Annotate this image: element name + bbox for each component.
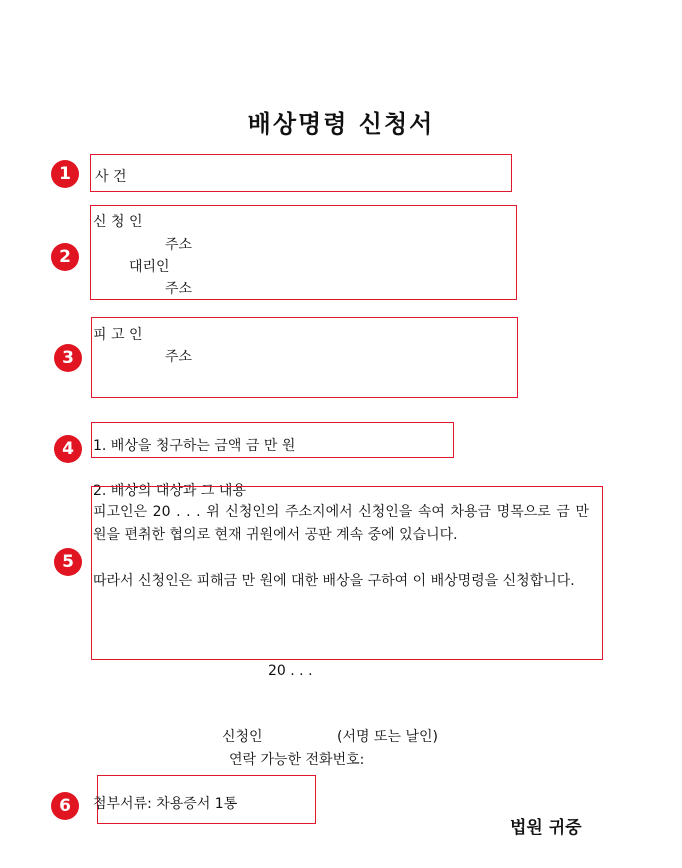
badge-6: 6 bbox=[51, 792, 79, 820]
claim-paragraph-1: 피고인은 20 . . . 위 신청인의 주소지에서 신청인을 속여 차용금 명목으로 금 만 원을 편취한 협의로 현재 귀원에서 공판 계속 중에 있습니다. bbox=[93, 504, 589, 543]
agent-address-label: 주소 bbox=[165, 281, 193, 297]
badge-1: 1 bbox=[51, 160, 79, 188]
signature-seal-label: (서명 또는 날인) bbox=[337, 729, 438, 745]
agent-label: 대리인 bbox=[129, 259, 170, 275]
attachments-text: 첨부서류: 차용증서 1통 bbox=[93, 796, 238, 812]
claim-content-heading: 2. 배상의 대상과 그 내용 bbox=[93, 483, 246, 499]
claim-amount-text: 1. 배상을 청구하는 금액 금 만 원 bbox=[93, 438, 296, 454]
highlight-applicant bbox=[90, 205, 517, 300]
applicant-address-label: 주소 bbox=[165, 237, 193, 253]
phone-label: 연락 가능한 전화번호: bbox=[229, 752, 365, 768]
badge-4: 4 bbox=[54, 435, 82, 463]
highlight-defendant bbox=[91, 317, 518, 398]
defendant-address-label: 주소 bbox=[165, 349, 193, 365]
defendant-label: 피 고 인 bbox=[93, 327, 143, 343]
signature-applicant-label: 신청인 bbox=[222, 729, 263, 745]
date-line: 20 . . . bbox=[268, 663, 313, 679]
claim-paragraph-2: 따라서 신청인은 피해금 만 원에 대한 배상을 구하여 이 배상명령을 신청합니다. bbox=[93, 573, 575, 589]
court-addressee: 법원 귀중 bbox=[510, 818, 582, 838]
case-label: 사 건 bbox=[95, 169, 127, 185]
badge-3: 3 bbox=[54, 344, 82, 372]
badge-5: 5 bbox=[54, 548, 82, 576]
highlight-case bbox=[90, 154, 512, 192]
badge-2: 2 bbox=[51, 243, 79, 271]
document-title: 배상명령 신청서 bbox=[247, 109, 435, 138]
applicant-label: 신 청 인 bbox=[93, 214, 143, 230]
